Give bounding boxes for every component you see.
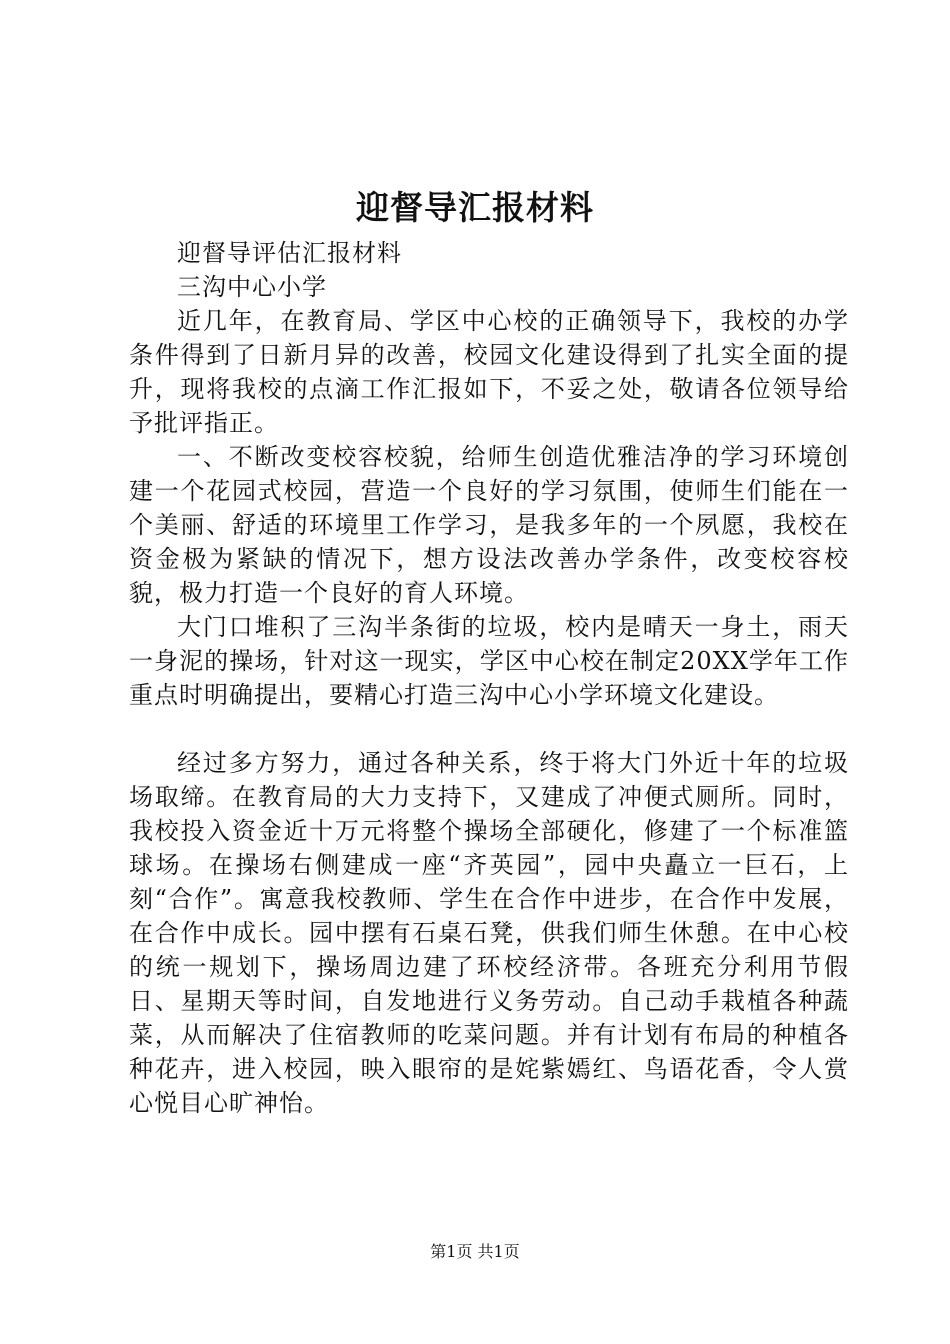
paragraph-intro: 近几年，在教育局、学区中心校的正确领导下，我校的办学条件得到了日新月异的改善，校园文化建设得到了扎实全面的提升，现将我校的点滴工作汇报如下，不妥之处，敬请各位领导给予批评指正。 — [129, 307, 849, 437]
page-footer: 第1页 共1页 — [430, 1242, 520, 1261]
school-name-line: 三沟中心小学 — [177, 273, 327, 301]
document-body — [129, 236, 849, 1120]
subtitle-line: 迎督导评估汇报材料 — [177, 239, 402, 267]
document-title: 迎督导汇报材料 — [356, 188, 594, 227]
paragraph-improvements: 经过多方努力，通过各种关系，终于将大门外近十年的垃圾场取缔。在教育局的大力支持下，又建成了冲便式厕所。同时，我校投入资金近十万元将整个操场全部硬化，修建了一个标准篮球场。在操场右侧建成一座“齐英园”，园中央矗立一巨石，上刻“合作”。寓意我校教师、学生在合作中进步，在合作中发展，在合作中成长。园中摆有石桌石凳，供我们师生休憩。在中心校的统一规划下，操场周边建了环校经济带。各班充分利用节假日、星期天等时间，自发地进行义务劳动。自己动手栽植各种蔬菜，从而解决了住宿教师的吃菜问题。并有计划有布局的种植各种花卉，进入校园，映入眼帘的是姹紫嫣红、鸟语花香，令人赏心悦目心旷神怡。 — [129, 749, 849, 1117]
paragraph-gate-garbage: 大门口堆积了三沟半条街的垃圾，校内是晴天一身土，雨天一身泥的操场，针对这一现实，学区中心校在制定20XX学年工作重点时明确提出，要精心打造三沟中心小学环境文化建设。 — [129, 613, 849, 709]
paragraph-section-one: 一、不断改变校容校貌，给师生创造优雅洁净的学习环境创建一个花园式校园，营造一个良好的学习氛围，使师生们能在一个美丽、舒适的环境里工作学习，是我多年的一个夙愿，我校在资金极为紧缺的情况下，想方设法改善办学条件，改变校容校貌，极力打造一个良好的育人环境。 — [129, 443, 849, 607]
